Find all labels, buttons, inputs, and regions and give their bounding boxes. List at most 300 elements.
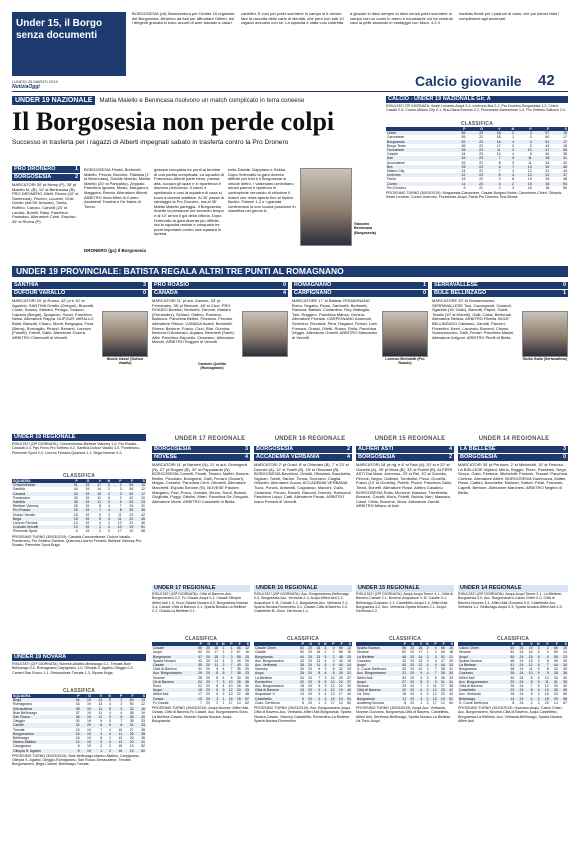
table-cell: 19 bbox=[81, 715, 92, 719]
home-score: 3 bbox=[244, 446, 248, 452]
table-cell: 11 bbox=[98, 710, 103, 715]
table-row bbox=[254, 701, 352, 705]
u19r-next: PROSSIMO TURNO (30/03/2019): Canadà-Crescentinese, Dufour Varallo-Ponderano, Pro Settimo-Santhià, Quarona-Livorno Ferraris, Biellese Vianney-Pro Roasio, Piemonte Sport-Briga. bbox=[12, 534, 142, 548]
table-cell: 2 bbox=[423, 697, 429, 701]
table-cell: 19 bbox=[550, 131, 568, 135]
table-cell: 2 bbox=[498, 185, 501, 190]
table-cell: 3 bbox=[219, 688, 225, 692]
table-cell: 19 bbox=[87, 736, 91, 741]
table-cell: 40 bbox=[563, 160, 567, 165]
table-cell: Chieri bbox=[386, 131, 449, 135]
table-cell: 20 bbox=[203, 646, 211, 650]
u19nov-panel bbox=[12, 654, 146, 780]
table-cell: 20 bbox=[81, 723, 92, 727]
table-cell: 26 bbox=[234, 680, 242, 684]
table-cell: 20 bbox=[206, 658, 211, 663]
table-cell: 7 bbox=[90, 508, 102, 512]
table-cell: 16 bbox=[135, 707, 146, 711]
table-cell: Casale Chieri bbox=[254, 646, 297, 650]
u19r-classifica-title: CLASSIFICA bbox=[63, 473, 95, 479]
table-cell: 4 bbox=[92, 732, 103, 736]
away-score: 4 bbox=[282, 290, 286, 296]
table-cell: 43 bbox=[75, 702, 80, 707]
table-cell: 17 bbox=[90, 483, 102, 487]
table-cell: 19 bbox=[81, 707, 92, 711]
home-score: 3 bbox=[562, 446, 566, 452]
table-header-cell: V bbox=[90, 479, 102, 483]
table-cell: 40 bbox=[545, 152, 550, 157]
table-cell: 20 bbox=[407, 646, 415, 650]
table-cell: 5 bbox=[313, 680, 321, 684]
table-cell: 1 bbox=[420, 700, 423, 705]
table-cell: 23 bbox=[402, 684, 407, 689]
table-cell: 2 bbox=[327, 655, 335, 659]
table-cell: 2 bbox=[426, 684, 429, 689]
table-cell: 10 bbox=[129, 529, 134, 534]
table-cell: 43 bbox=[242, 688, 250, 692]
table-cell: 20 bbox=[410, 700, 415, 705]
table-cell: 44 bbox=[438, 663, 446, 667]
results-text: RISULTATI (20ª GIORNATA): Città di Baveno-Acc. Borgomanero 2-2, Fc Casale-Acqui 0-2, Casale Olimpia Alfieri Asti 1-0, Suno-Sparta Novara 0-2, Borgosesia-Novese 3-4, Casale-Città di Baveno 2-1, Sparta Novara-La Biellese 2-1, Ovada-La Biellese 0-1. bbox=[152, 592, 249, 614]
table-cell: 60 bbox=[440, 650, 445, 655]
table-header-cell: S bbox=[344, 642, 352, 646]
table-cell: 18 bbox=[515, 182, 533, 186]
table-cell: 30 bbox=[300, 667, 304, 672]
table-cell: 5 bbox=[103, 698, 112, 702]
table-cell: 16 bbox=[528, 650, 533, 655]
table-cell: 7 bbox=[119, 504, 122, 509]
table-cell: 48 bbox=[245, 692, 249, 697]
table-cell: Ponderano bbox=[13, 495, 31, 500]
table-cell: 35 bbox=[506, 671, 515, 675]
away-score: 2 bbox=[74, 174, 78, 180]
table-cell: 5 bbox=[534, 671, 541, 675]
table-cell: 55 bbox=[195, 646, 203, 650]
away-score: 2 bbox=[448, 454, 452, 460]
table-cell: 4 bbox=[102, 525, 111, 529]
table-cell: 20 bbox=[410, 675, 415, 680]
table-header-cell: V bbox=[415, 642, 423, 646]
table-header-cell: SQUADRA bbox=[12, 694, 69, 698]
table-cell: 27 bbox=[399, 680, 407, 684]
table-cell: Pro Roasio bbox=[12, 508, 67, 512]
table-cell: 18 bbox=[347, 658, 351, 663]
table-cell: 10 bbox=[496, 152, 501, 157]
table-cell: 22 bbox=[479, 169, 484, 174]
table-cell: 11 bbox=[118, 512, 122, 517]
table-cell: 2 bbox=[324, 700, 327, 705]
table-cell: 4 bbox=[534, 688, 541, 692]
table-cell: 19 bbox=[87, 744, 91, 749]
table-cell: 18 bbox=[510, 692, 515, 697]
table-cell: 28 bbox=[236, 684, 241, 689]
table-cell: 43 bbox=[198, 658, 202, 663]
table-header-cell: P bbox=[327, 642, 335, 646]
table-cell: 4 bbox=[103, 732, 112, 736]
headline: Il Borgosesia non perde colpi bbox=[12, 107, 335, 136]
table-cell: 15 bbox=[446, 646, 454, 650]
table-cell: 4 bbox=[546, 650, 549, 655]
table-cell: Novese bbox=[357, 650, 369, 655]
table-cell: 17 bbox=[418, 650, 423, 655]
table-cell: 8 bbox=[111, 508, 123, 512]
home-team: ALFIERI ASTI bbox=[358, 446, 394, 452]
table-cell: 19 bbox=[85, 521, 90, 526]
u19p-match-2 bbox=[292, 282, 428, 427]
date-line: LUNEDÌ 25 MARZO 2019 bbox=[12, 79, 58, 84]
home-team: BORGOSESIA bbox=[256, 446, 294, 452]
table-cell: 4 bbox=[502, 140, 516, 144]
table-header-cell: P bbox=[515, 127, 533, 131]
table-cell: Castelletto bbox=[458, 688, 506, 692]
table-cell: Pavia bbox=[387, 177, 396, 182]
table-cell: Città di Baveno bbox=[254, 688, 297, 692]
table-cell: 39 bbox=[559, 680, 568, 684]
table-cell: 24 bbox=[515, 663, 524, 667]
photo-caption: Giacomo Benincasa (Borgosesia) bbox=[354, 222, 376, 235]
table-cell: 40 bbox=[245, 684, 249, 689]
table-cell: 2 bbox=[313, 697, 321, 701]
table-cell: 20 bbox=[407, 663, 415, 667]
table-cell: 35 bbox=[236, 667, 241, 672]
table-cell: 7 bbox=[498, 169, 501, 174]
table-cell: 52 bbox=[438, 655, 446, 659]
table-cell: 54 bbox=[550, 182, 568, 186]
table-cell: 16 bbox=[75, 736, 80, 741]
table-cell: 66 bbox=[438, 646, 446, 650]
table-cell: 20 bbox=[308, 700, 313, 705]
away-team: NOVESE bbox=[154, 454, 177, 460]
table-cell: 18 bbox=[496, 135, 501, 140]
table-cell: 25 bbox=[545, 177, 550, 182]
table-cell: 2 bbox=[502, 182, 516, 186]
table-cell: 16 bbox=[225, 697, 233, 701]
table-cell: Acc. Borgomanero bbox=[356, 671, 399, 675]
table-row bbox=[356, 701, 454, 705]
table-header-cell: G bbox=[515, 642, 524, 646]
table-row bbox=[12, 529, 146, 533]
table-cell: 52 bbox=[510, 650, 515, 655]
table-cell: 1 bbox=[225, 646, 233, 650]
table-cell: 3 bbox=[332, 658, 335, 663]
table-cell: 56 bbox=[559, 697, 568, 701]
table-cell: 62 bbox=[245, 700, 249, 705]
table-header-cell: P bbox=[67, 479, 79, 483]
table-cell: 50 bbox=[300, 650, 304, 655]
table-cell: 9 bbox=[463, 185, 466, 190]
table-cell: 20 bbox=[206, 700, 211, 705]
table-cell: 23 bbox=[466, 148, 484, 152]
page-number: 42 bbox=[538, 72, 555, 89]
table-cell: 60 bbox=[135, 749, 146, 753]
table-cell: 30 bbox=[123, 508, 135, 512]
match-details: MARCATORI 2' pt Graci, 8' st Ottaviani (B), 7' e 23' st Donnici (A), 12' st Torelli (B), 16' st Ottaviani (B). BORGOSESIA Bavelloni, Ortaldi, Ottaviani, Bacchetta, Sigman, Torelli, Sartori, Tonna, Scorrano, Ciaglia, Ghisolfo. Allenatore Zucca. ACCADEMIA VERBANIA Tucci, Ponzio, Antonelli, Cagnasso, Mancini, Gallo, Ciciacioni, Ponzio, Rovelli, Ramoni, Donnici, Raimondi. Panchina Luppi, Catti. Allenatore Pocas. ARBITRO Ivano Ferrara di Vercelli. bbox=[254, 463, 352, 504]
table-header-cell: V bbox=[313, 642, 321, 646]
away-score: 0 bbox=[562, 454, 566, 460]
table-cell: 2 bbox=[119, 495, 122, 500]
table-cell: 8 bbox=[530, 675, 533, 680]
photo-caption bbox=[242, 357, 288, 367]
top-story bbox=[12, 96, 372, 147]
table-cell: 38 bbox=[141, 727, 145, 732]
table-cell: 0 bbox=[102, 483, 111, 487]
table-cell: 14 bbox=[506, 697, 515, 701]
table-cell: 5 bbox=[111, 500, 123, 504]
table-cell: Fc Casale bbox=[153, 700, 169, 705]
table-cell: 2 bbox=[108, 727, 111, 732]
table-cell: 30 bbox=[245, 675, 249, 680]
table-cell: 39 bbox=[73, 495, 78, 500]
table-cell: 12 bbox=[524, 663, 533, 667]
table-cell: 20 bbox=[305, 655, 313, 659]
table-cell: 15 bbox=[211, 655, 219, 659]
table-cell: 44 bbox=[69, 698, 80, 702]
table-cell: Acqui bbox=[153, 650, 162, 655]
table-cell: 19 bbox=[85, 487, 90, 492]
table-cell: 60 bbox=[506, 646, 515, 650]
table-cell: 6 bbox=[415, 688, 423, 692]
table-cell: 13 bbox=[123, 749, 134, 753]
table-cell: 43 bbox=[449, 692, 453, 697]
table-cell: 4 bbox=[108, 504, 110, 509]
table-cell: 4 bbox=[102, 508, 111, 512]
table-cell: 33 bbox=[402, 667, 407, 672]
table-cell: 7 bbox=[225, 663, 233, 667]
table-cell: 12 bbox=[415, 663, 423, 667]
table-cell: 52 bbox=[297, 646, 305, 650]
table-cell: 20 bbox=[308, 650, 313, 655]
table-cell: 35 bbox=[438, 671, 446, 675]
table-cell: 20 bbox=[297, 680, 305, 684]
table-cell: 20 bbox=[407, 688, 415, 692]
table-cell: 18 bbox=[545, 185, 550, 190]
table-cell: 3 bbox=[537, 692, 540, 697]
table-cell: 26 bbox=[123, 732, 134, 736]
u15-table bbox=[356, 642, 454, 705]
home-score: 3 bbox=[142, 282, 146, 288]
table-cell: 24 bbox=[515, 697, 524, 701]
table-cell: 20 bbox=[135, 715, 146, 719]
table-cell: 42 bbox=[67, 492, 79, 496]
table-cell: 3 bbox=[512, 160, 515, 165]
table-cell: 51 bbox=[67, 483, 79, 487]
table-cell: 22 bbox=[506, 688, 515, 692]
table-cell: 30 bbox=[75, 719, 80, 724]
table-cell: 20 bbox=[399, 688, 407, 692]
table-cell: 13 bbox=[214, 658, 219, 663]
table-cell: 20 bbox=[305, 671, 313, 675]
table-cell: 5 bbox=[321, 663, 327, 667]
table-cell: 40 bbox=[399, 663, 407, 667]
table-header-cell: S bbox=[550, 127, 568, 131]
photo-caption: Lorenzo Bertolotti (Pro Roasio) bbox=[385, 357, 425, 366]
table-cell: S. Cuore Derthona bbox=[357, 667, 387, 672]
table-cell: 5 bbox=[534, 680, 541, 684]
table-cell: 5 bbox=[69, 749, 80, 753]
table-cell: 20 bbox=[410, 692, 415, 697]
table-cell: 7 bbox=[430, 671, 438, 675]
table-cell: 37 bbox=[344, 680, 352, 684]
table-cell: 4 bbox=[324, 658, 327, 663]
table-cell: 41 bbox=[135, 740, 146, 744]
table-cell: 30 bbox=[446, 671, 454, 675]
table-cell: 26 bbox=[550, 688, 559, 692]
table-cell: 24 bbox=[446, 663, 454, 667]
u14-panel bbox=[458, 446, 568, 734]
table-cell: 24 bbox=[300, 675, 304, 680]
table-cell: 3 bbox=[112, 707, 123, 711]
table-cell: 30 bbox=[336, 671, 344, 675]
table-cell: 6 bbox=[484, 165, 502, 169]
table-cell: 21 bbox=[446, 655, 454, 659]
table-cell: Borgomanero bbox=[12, 732, 69, 736]
table-cell: 42 bbox=[129, 495, 134, 500]
table-cell: Olimpia S. Agabio bbox=[12, 749, 69, 753]
table-cell: 60 bbox=[563, 185, 567, 190]
table-cell: 40 bbox=[344, 688, 352, 692]
table-cell: 28 bbox=[297, 671, 305, 675]
table-cell: 12 bbox=[430, 688, 438, 692]
table-cell: 15 bbox=[528, 658, 533, 663]
table-cell: 31 bbox=[123, 723, 134, 727]
table-cell: 19 bbox=[87, 710, 91, 715]
table-cell: 20 bbox=[407, 655, 415, 659]
table-cell: 29 bbox=[195, 671, 203, 675]
table-cell: Serravallese bbox=[12, 707, 69, 711]
table-cell: 6 bbox=[484, 173, 502, 177]
table-cell: 19 bbox=[87, 702, 91, 707]
table-cell: Sparta Novara bbox=[459, 658, 482, 663]
table-cell: 20 bbox=[344, 655, 352, 659]
table-cell: Casale bbox=[387, 152, 398, 157]
table-cell: 51 bbox=[533, 140, 551, 144]
table-cell: 32 bbox=[338, 667, 343, 672]
table-cell: 3 bbox=[426, 667, 429, 672]
table-cell: 38 bbox=[69, 707, 80, 711]
player-photo bbox=[102, 311, 148, 357]
table-cell: 42 bbox=[553, 667, 558, 672]
table-cell: 16 bbox=[527, 185, 532, 190]
table-cell: 6 bbox=[75, 529, 78, 534]
table-cell: 4 bbox=[313, 688, 321, 692]
table-cell: 47 bbox=[195, 655, 203, 659]
table-cell: 4 bbox=[423, 663, 429, 667]
table-cell: 13 bbox=[118, 736, 123, 741]
table-cell: 3 bbox=[515, 140, 533, 144]
table-cell: 17 bbox=[214, 650, 219, 655]
table-cell: 20 bbox=[203, 655, 211, 659]
table-header-cell: F bbox=[550, 642, 559, 646]
table-cell: 4 bbox=[541, 655, 550, 659]
table-cell: 1 bbox=[222, 650, 225, 655]
table-cell: 3 bbox=[426, 675, 429, 680]
home-team: BORGOSESIA bbox=[154, 446, 192, 452]
table-cell: 16 bbox=[544, 692, 549, 697]
table-cell: 35 bbox=[195, 663, 203, 667]
table-cell: 46 bbox=[141, 521, 145, 526]
table-cell: 50 bbox=[129, 702, 134, 707]
table-cell: 24 bbox=[519, 692, 524, 697]
table-cell: 56 bbox=[550, 148, 568, 152]
table-cell: 48 bbox=[563, 177, 567, 182]
table-cell: 17 bbox=[432, 700, 437, 705]
table-cell: Romentino bbox=[254, 680, 297, 684]
table-cell: Santhià bbox=[13, 487, 25, 492]
table-cell: 25 bbox=[449, 165, 467, 169]
table-cell: 34 bbox=[553, 675, 558, 680]
player-photo bbox=[382, 311, 428, 357]
table-cell: 13 bbox=[418, 658, 423, 663]
table-cell: 31 bbox=[399, 671, 407, 675]
table-cell: 2 bbox=[108, 521, 110, 526]
home-score: 1 bbox=[74, 166, 78, 172]
table-cell: 11 bbox=[313, 663, 321, 667]
table-cell: 22 bbox=[479, 143, 484, 148]
table-cell: 59 bbox=[336, 646, 344, 650]
table-cell: 2 bbox=[426, 700, 429, 705]
table-cell: 52 bbox=[402, 650, 407, 655]
table-cell: Borgosesia bbox=[254, 655, 297, 659]
table-cell: 16 bbox=[316, 650, 321, 655]
table-cell: 12 bbox=[242, 646, 250, 650]
table-cell: 6 bbox=[92, 723, 103, 727]
table-header-cell: P bbox=[297, 642, 305, 646]
results-text: RISULTATI (20ª GIORNATA): Acqui-Acqui Terme 4-1, Città di Baveno-Casale 2-1, Novese-Acqualuce V.-B. Casale 0-1, Bellinzago-Gozzano 1-1, Castelletto-Acqui 1-0, Alfieri Asti-Borgosesia 4-2, Acc. Verbania-Sparta Novara 2-1, Acqui-Derthona 0-2. bbox=[356, 592, 453, 614]
table-cell: 10 bbox=[515, 165, 533, 169]
table-cell: 5 bbox=[90, 517, 102, 521]
table-cell: 2 bbox=[230, 650, 233, 655]
table-cell: 31 bbox=[533, 173, 551, 177]
table-cell: 13 bbox=[330, 692, 335, 697]
table-cell: 24 bbox=[519, 675, 524, 680]
table-cell: 20 bbox=[544, 700, 549, 705]
table-cell: 7 bbox=[211, 680, 219, 684]
table-cell: 38 bbox=[297, 663, 305, 667]
table-cell: 16 bbox=[69, 732, 80, 736]
table-cell: 26 bbox=[563, 658, 567, 663]
table-cell: 5 bbox=[530, 692, 533, 697]
promo-title-line1: Under 15, il Borgo bbox=[16, 18, 103, 29]
table-cell: 1 bbox=[219, 646, 225, 650]
table-cell: 41 bbox=[550, 156, 568, 160]
table-cell: 18 bbox=[73, 512, 78, 517]
table-cell: 38 bbox=[510, 667, 515, 672]
table-cell: 2 bbox=[434, 650, 437, 655]
table-header-cell: P bbox=[69, 694, 80, 698]
table-cell: 12 bbox=[544, 684, 549, 689]
table-cell: Santhià bbox=[12, 500, 67, 504]
table-cell: 19 bbox=[336, 688, 344, 692]
home-team: LA BIELLESE bbox=[460, 446, 496, 452]
table-cell: 4 bbox=[327, 663, 335, 667]
away-team: BULE BELLINZAGO bbox=[434, 290, 487, 296]
table-cell: 3 bbox=[498, 177, 501, 182]
table-cell: 57 bbox=[236, 650, 241, 655]
table-cell: 39 bbox=[347, 684, 351, 689]
table-cell: 53 bbox=[123, 500, 135, 504]
table-cell: 4 bbox=[222, 667, 225, 672]
table-cell: 24 bbox=[515, 646, 524, 650]
table-cell: 2 bbox=[120, 702, 123, 707]
table-cell: 17 bbox=[198, 692, 202, 697]
table-cell: 60 bbox=[545, 135, 550, 140]
table-cell: 13 bbox=[135, 698, 146, 702]
u19p-match-0 bbox=[12, 282, 148, 427]
home-score: 4 bbox=[448, 446, 452, 452]
u19n-next: PROSSIMO TURNO (30/03/2019): Borgosesia-Caronnese, Casale-Borgaro Nobis, Caronnese-Chieri, Olimpia-Sestri Levante, Cuneo-Inveruno, Fezzanese-Acqui, Pavia-Pro Dronero, Bra-Stresa. bbox=[386, 191, 563, 200]
table-header-cell: S bbox=[135, 694, 146, 698]
table-cell: 29 bbox=[553, 684, 558, 689]
